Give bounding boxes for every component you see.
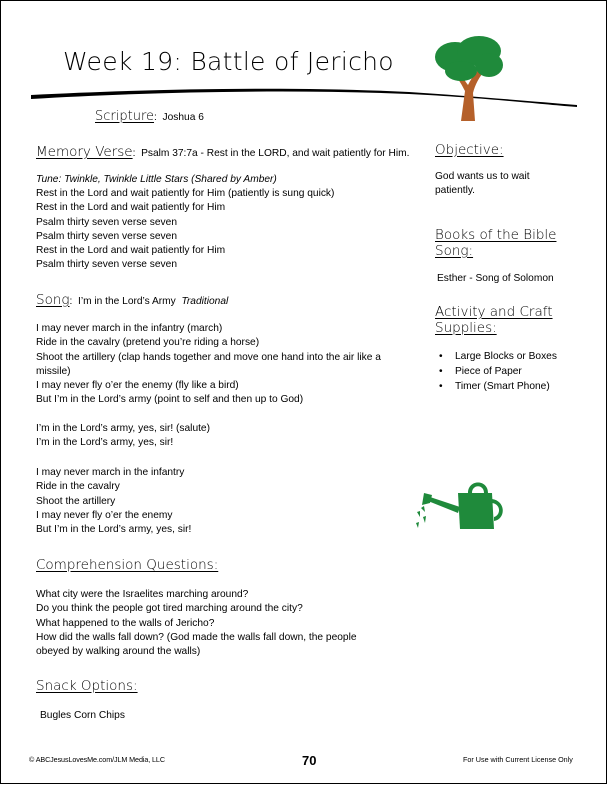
scripture-row: Scripture: Joshua 6 <box>95 109 204 124</box>
memory-verse-line: Psalm thirty seven verse seven <box>36 216 177 228</box>
question-line: obeyed by walking around the walls) <box>36 646 201 658</box>
song-line: I may never march in the infantry <box>36 467 185 478</box>
books-song-label: Books of the Bible Song: <box>435 227 557 259</box>
song-chorus <box>36 422 210 451</box>
memory-verse-line: Psalm thirty seven verse seven <box>36 259 177 271</box>
objective-text: God wants us to wait patiently. <box>435 171 530 197</box>
footer-copyright: © ABCJesusLovesMe.com/JLM Media, LLC <box>29 755 165 764</box>
song-line: Shoot the artillery <box>36 495 116 507</box>
supplies-label: Activity and Craft Supplies: <box>435 304 553 336</box>
books-song-value: Esther - Song of Solomon <box>437 273 554 284</box>
page-title: Week 19: Battle of Jericho <box>63 47 394 76</box>
song-line: missile) <box>36 365 71 377</box>
memory-verse-label: Memory Verse <box>36 144 133 160</box>
song-line: I may never fly o’er the enemy (fly like a bird) <box>36 380 239 392</box>
song-verse-1 <box>36 322 381 408</box>
song-line: I may never march in the infantry (march) <box>36 323 223 334</box>
memory-verse-reference: Psalm 37:7a - Rest in the LORD, and wait patiently for Him. <box>141 148 410 159</box>
song-row: Song: I’m in the Lord’s Army Traditional <box>36 292 229 308</box>
supplies-list <box>436 349 557 394</box>
scripture-value: Joshua 6 <box>162 112 204 123</box>
memory-verse-lines <box>36 187 334 273</box>
snack-value: Bugles Corn Chips <box>40 710 125 721</box>
snack-label: Snack Options: <box>36 678 138 694</box>
memory-verse-line: Rest in the Lord and wait patiently for Him (patiently is sung quick) <box>36 188 335 199</box>
supply-item: • Timer (Smart Phone) <box>436 379 557 394</box>
scripture-label: Scripture <box>95 109 155 124</box>
comprehension-questions <box>36 588 357 659</box>
comprehension-label: Comprehension Questions: <box>36 557 219 573</box>
song-verse-2 <box>36 466 191 537</box>
song-line: I’m in the Lord’s army, yes, sir! (salute) <box>36 423 210 434</box>
memory-verse-line: Rest in the Lord and wait patiently for Him <box>36 245 226 257</box>
song-source: Traditional <box>181 296 229 307</box>
footer-license: For Use with Current License Only <box>463 755 573 764</box>
question-line: What city were the Israelites marching around? <box>36 589 249 600</box>
song-title: I’m in the Lord’s Army <box>78 296 176 307</box>
question-line: How did the walls fall down? (God made the walls fall down, the people <box>36 631 357 643</box>
objective-label: Objective: <box>435 142 504 158</box>
song-line: Shoot the artillery (clap hands together and move one hand into the air like a <box>36 351 381 363</box>
question-line: What happened to the walls of Jericho? <box>36 617 215 629</box>
song-line: But I’m in the Lord’s army (point to self and then up to God) <box>36 394 304 406</box>
song-label: Song <box>36 292 70 308</box>
memory-verse-tune: Tune: Twinkle, Twinkle Little Stars (Shared by Amber) <box>36 174 277 185</box>
memory-verse-line: Rest in the Lord and wait patiently for Him <box>36 202 226 214</box>
memory-verse-row: Memory Verse: Psalm 37:7a - Rest in the LORD, and wait patiently for Him. <box>36 144 410 160</box>
supply-item: • Large Blocks or Boxes <box>436 349 557 364</box>
memory-verse-line: Psalm thirty seven verse seven <box>36 230 177 242</box>
song-line: I may never fly o’er the enemy <box>36 509 173 521</box>
song-line: Ride in the cavalry <box>36 481 120 493</box>
supply-item: • Piece of Paper <box>436 364 557 379</box>
page-number: 70 <box>302 753 317 768</box>
song-line: Ride in the cavalry (pretend you’re riding a horse) <box>36 337 260 349</box>
song-line: But I’m in the Lord’s army, yes, sir! <box>36 524 192 536</box>
watering-can-icon <box>414 471 514 537</box>
tree-icon <box>431 35 511 123</box>
question-line: Do you think the people got tired marching around the city? <box>36 603 303 615</box>
song-line: I’m in the Lord’s army, yes, sir! <box>36 437 174 449</box>
